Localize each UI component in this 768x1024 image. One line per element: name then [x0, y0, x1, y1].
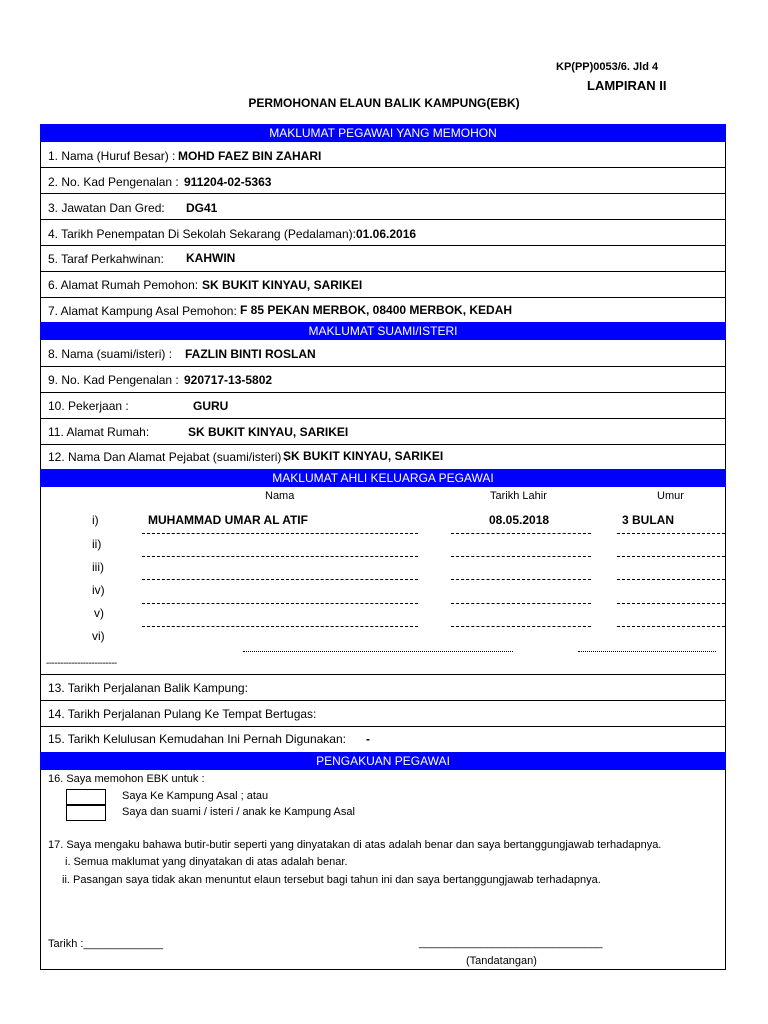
label-pejabat-pasangan: 12. Nama Dan Alamat Pejabat (suami/isteri) : — [48, 450, 289, 464]
label-tarikh-pulang: 14. Tarikh Perjalanan Pulang Ke Tempat Bertugas: — [48, 707, 317, 721]
child-birthdate[interactable]: 08.05.2018 — [489, 513, 550, 527]
child-age-line — [617, 626, 725, 627]
child-number: ii) — [92, 537, 102, 551]
row-jawatan — [40, 194, 726, 220]
child-age-line — [617, 556, 725, 557]
label-pekerjaan: 10. Pekerjaan : — [48, 399, 129, 413]
label-kp-pasangan: 9. No. Kad Pengenalan : — [48, 373, 179, 387]
dotted-line — [578, 651, 716, 652]
dashes-left: ------------------------- — [46, 658, 117, 669]
column-header-umur: Umur — [657, 490, 684, 502]
child-age-line — [617, 533, 725, 534]
section-header-pengakuan: PENGAKUAN PEGAWAI — [40, 752, 726, 770]
option-dengan-keluarga: Saya dan suami / isteri / anak ke Kampung Asal — [122, 806, 355, 818]
form-title: PERMOHONAN ELAUN BALIK KAMPUNG(EBK) — [248, 96, 520, 110]
label-kad-pengenalan: 2. No. Kad Pengenalan : — [48, 175, 179, 189]
label-tarikh-penempatan: 4. Tarikh Penempatan Di Sekolah Sekarang (Pedalaman): — [48, 227, 356, 241]
child-number: vi) — [92, 629, 105, 643]
label-alamat-rumah: 6. Alamat Rumah Pemohon: — [48, 278, 199, 292]
child-name-line — [142, 626, 418, 627]
child-birthdate-line — [451, 533, 591, 534]
row-nama-pasangan — [40, 340, 726, 367]
checkbox-dengan-keluarga[interactable] — [66, 805, 106, 821]
label-alamat-kampung: 7. Alamat Kampung Asal Pemohon: — [48, 304, 237, 318]
signature-line[interactable]: ______________________________ — [419, 937, 603, 949]
form-reference: KP(PP)0053/6. Jld 4 — [556, 61, 659, 73]
row-alamat-kampung — [40, 298, 726, 322]
child-name-line — [142, 603, 418, 604]
child-number: v) — [94, 606, 104, 620]
value-alamat-pasangan[interactable]: SK BUKIT KINYAU, SARIKEI — [188, 425, 349, 439]
tarikh-field[interactable]: Tarikh :_____________ — [48, 938, 163, 950]
child-name[interactable]: MUHAMMAD UMAR AL ATIF — [148, 513, 308, 527]
column-header-tarikh-lahir: Tarikh Lahir — [490, 490, 547, 502]
signature-label: (Tandatangan) — [466, 955, 537, 967]
row-pejabat-pasangan — [40, 445, 726, 469]
column-header-nama: Nama — [265, 490, 295, 502]
row-kp-pasangan — [40, 367, 726, 393]
declaration-17: 17. Saya mengaku bahawa butir-butir seperti yang dinyatakan di atas adalah benar dan saya bertanggungjawab terhadapnya. — [48, 839, 662, 851]
row-tarikh-balik — [40, 674, 726, 701]
row-taraf-perkahwinan — [40, 246, 726, 272]
declaration-point-2: ii. Pasangan saya tidak akan menuntut elaun tersebut bagi tahun ini dan saya bertanggungjawab terhadapnya. — [62, 874, 601, 886]
value-tarikh-kelulusan[interactable]: - — [366, 732, 370, 746]
lampiran-label: LAMPIRAN II — [587, 78, 667, 93]
label-nama: 1. Nama (Huruf Besar) : — [48, 149, 176, 163]
child-number: i) — [92, 513, 99, 527]
section-header-pegawai: MAKLUMAT PEGAWAI YANG MEMOHON — [40, 124, 726, 142]
child-birthdate-line — [451, 579, 591, 580]
label-nama-pasangan: 8. Nama (suami/isteri) : — [48, 347, 173, 361]
row-pekerjaan — [40, 393, 726, 419]
value-pekerjaan[interactable]: GURU — [193, 399, 229, 413]
label-taraf-perkahwinan: 5. Taraf Perkahwinan: — [48, 252, 164, 266]
label-alamat-pasangan: 11. Alamat Rumah: — [48, 425, 150, 439]
section-header-suami-isteri: MAKLUMAT SUAMI/ISTERI — [40, 322, 726, 340]
value-alamat-rumah[interactable]: SK BUKIT KINYAU, SARIKEI — [202, 278, 363, 292]
child-birthdate-line — [451, 603, 591, 604]
child-name-line — [142, 579, 418, 580]
row-kad-pengenalan — [40, 168, 726, 194]
dotted-line — [243, 651, 513, 652]
row-alamat-pasangan — [40, 419, 726, 445]
value-kad-pengenalan[interactable]: 911204-02-5363 — [184, 175, 272, 189]
child-name-line — [142, 533, 418, 534]
child-age-line — [617, 603, 725, 604]
value-pejabat-pasangan[interactable]: SK BUKIT KINYAU, SARIKEI — [283, 449, 444, 463]
section-header-keluarga: MAKLUMAT AHLI KELUARGA PEGAWAI — [40, 469, 726, 487]
row-tarikh-pulang — [40, 701, 726, 727]
row-tarikh-kelulusan — [40, 727, 726, 752]
row-alamat-rumah — [40, 272, 726, 298]
value-nama[interactable]: MOHD FAEZ BIN ZAHARI — [178, 149, 322, 163]
child-birthdate-line — [451, 556, 591, 557]
label-tarikh-balik: 13. Tarikh Perjalanan Balik Kampung: — [48, 681, 248, 695]
child-age-line — [617, 579, 725, 580]
value-kp-pasangan[interactable]: 920717-13-5802 — [184, 373, 273, 387]
row-nama — [40, 142, 726, 168]
label-jawatan: 3. Jawatan Dan Gred: — [48, 201, 165, 215]
label-tarikh-kelulusan: 15. Tarikh Kelulusan Kemudahan Ini Pernah Digunakan: — [48, 732, 346, 746]
question-16: 16. Saya memohon EBK untuk : — [48, 773, 205, 785]
declaration-point-1: i. Semua maklumat yang dinyatakan di atas adalah benar. — [65, 856, 348, 868]
value-taraf-perkahwinan[interactable]: KAHWIN — [186, 251, 236, 265]
child-number: iv) — [92, 583, 105, 597]
child-number: iii) — [92, 560, 104, 574]
value-tarikh-penempatan[interactable]: 01.06.2016 — [356, 227, 417, 241]
value-nama-pasangan[interactable]: FAZLIN BINTI ROSLAN — [185, 347, 316, 361]
child-name-line — [142, 556, 418, 557]
checkbox-kampung-asal[interactable] — [66, 789, 106, 805]
row-tarikh-penempatan — [40, 220, 726, 246]
child-birthdate-line — [451, 626, 591, 627]
value-alamat-kampung[interactable]: F 85 PEKAN MERBOK, 08400 MERBOK, KEDAH — [240, 303, 513, 317]
value-jawatan[interactable]: DG41 — [186, 201, 218, 215]
option-kampung-asal: Saya Ke Kampung Asal ; atau — [122, 790, 269, 802]
child-age[interactable]: 3 BULAN — [622, 513, 675, 527]
